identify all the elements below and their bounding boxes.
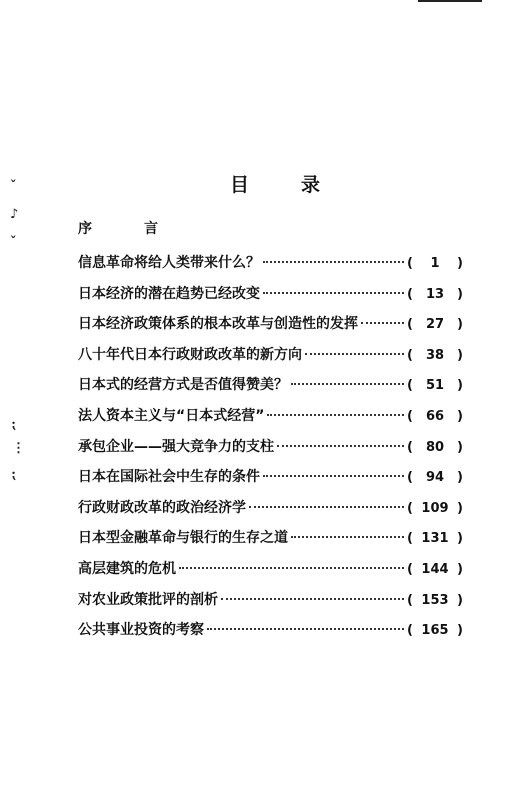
toc-page-number: 1: [430, 256, 440, 271]
toc-entry[interactable]: [78, 340, 463, 371]
margin-mark: ⁏: [12, 417, 17, 432]
paren-open: (: [407, 561, 413, 577]
toc-entry-title: 行政财政改革的政治经济学: [78, 499, 246, 516]
paren-open: (: [407, 500, 413, 516]
margin-mark: ⁏: [12, 467, 17, 482]
title-char: 目: [230, 174, 250, 196]
paren-open: (: [407, 256, 413, 271]
toc-entry[interactable]: [78, 401, 463, 432]
paren-open: (: [407, 439, 413, 455]
paren-close: ): [457, 439, 463, 455]
paren-close: ): [457, 347, 463, 363]
toc-page-ref: [407, 310, 463, 341]
paren-open: (: [407, 317, 413, 333]
dot-leader: [277, 445, 404, 447]
toc-entry-title: 对农业政策批评的剖析: [78, 591, 218, 608]
toc-page-ref: [407, 616, 463, 647]
toc-page-ref: [407, 555, 463, 586]
toc-entry[interactable]: [78, 370, 463, 401]
toc-page-number: 80: [425, 439, 445, 455]
paren-open: (: [407, 408, 413, 424]
margin-mark: ⋮: [12, 441, 25, 456]
title-char: 录: [300, 174, 320, 196]
toc-entry[interactable]: [78, 432, 463, 463]
paren-open: (: [407, 623, 413, 639]
toc-entry[interactable]: [78, 462, 463, 493]
dot-leader: [263, 261, 404, 263]
toc-entry[interactable]: [78, 523, 463, 554]
toc-page-ref: [407, 280, 463, 311]
toc-entry-title: 日本式的经营方式是否值得赞美？: [78, 377, 288, 394]
toc-entry-title: 公共事业投资的考察: [78, 622, 204, 639]
margin-mark: ˇ: [10, 179, 17, 194]
toc-entry-title: 高层建筑的危机: [78, 560, 176, 577]
dot-leader: [249, 506, 404, 508]
table-of-contents: [78, 248, 463, 646]
paren-open: (: [407, 470, 413, 486]
toc-page-number: 131: [421, 531, 449, 547]
toc-page-ref: [407, 494, 463, 525]
preface-char: 言: [144, 221, 158, 237]
paren-close: ): [457, 317, 463, 333]
toc-entry[interactable]: [78, 493, 463, 524]
dot-leader: [291, 536, 404, 538]
toc-page-ref: [407, 463, 463, 494]
dot-leader: [263, 292, 404, 294]
toc-entry-title: 八十年代日本行政财政改革的新方向: [78, 346, 302, 363]
dot-leader: [305, 353, 404, 355]
dot-leader: [207, 628, 404, 630]
toc-entry[interactable]: [78, 248, 463, 279]
paren-close: ): [457, 500, 463, 516]
toc-page-ref: [407, 341, 463, 372]
dot-leader: [221, 598, 404, 600]
toc-page-ref: [407, 371, 463, 402]
toc-page-ref: [407, 402, 463, 433]
margin-mark: ♪: [10, 207, 19, 222]
preface-char: 序: [78, 221, 92, 237]
toc-page-number: 109: [421, 500, 449, 516]
toc-page-ref: [407, 433, 463, 464]
dot-leader: [361, 322, 404, 324]
toc-entry[interactable]: [78, 615, 463, 646]
toc-entry-title: 日本经济的潜在趋势已经改变: [78, 285, 260, 302]
toc-page-ref: [407, 524, 463, 555]
page-title: [230, 170, 320, 197]
paren-open: (: [407, 378, 413, 394]
paren-close: ): [457, 408, 463, 424]
toc-entry[interactable]: [78, 309, 463, 340]
paren-open: (: [407, 347, 413, 363]
toc-page-number: 27: [425, 317, 445, 333]
dot-leader: [291, 383, 404, 385]
toc-entry[interactable]: [78, 554, 463, 585]
toc-entry-title: 日本型金融革命与银行的生存之道: [78, 530, 288, 547]
paren-close: ): [457, 470, 463, 486]
toc-page-number: 144: [421, 561, 449, 577]
preface-heading: [78, 218, 158, 238]
toc-entry-title: 信息革命将给人类带来什么？: [78, 255, 260, 271]
paren-close: ): [457, 286, 463, 302]
toc-entry-title: 法人资本主义与“日本式经营”: [78, 407, 265, 424]
dot-leader: [179, 567, 404, 569]
paren-open: (: [407, 592, 413, 608]
paren-close: ): [457, 561, 463, 577]
toc-entry[interactable]: [78, 585, 463, 616]
toc-page-ref: [407, 586, 463, 617]
toc-entry-title: 日本经济政策体系的根本改革与创造性的发挥: [78, 316, 358, 333]
paren-open: (: [407, 531, 413, 547]
dot-leader: [263, 475, 404, 477]
toc-page-number: 153: [421, 592, 449, 608]
toc-page-number: 38: [425, 347, 445, 363]
dot-leader: [267, 414, 404, 416]
toc-entry[interactable]: [78, 279, 463, 310]
toc-page-number: 66: [425, 408, 445, 424]
margin-mark: ˇ: [10, 235, 17, 250]
paren-close: ): [457, 256, 463, 271]
toc-page-number: 165: [421, 623, 449, 639]
toc-page-ref: [407, 249, 463, 280]
paren-close: ): [457, 378, 463, 394]
toc-page-number: 94: [425, 470, 445, 486]
toc-entry-title: 日本在国际社会中生存的条件: [78, 469, 260, 486]
paren-close: ): [457, 623, 463, 639]
top-edge-rule: [418, 0, 482, 2]
paren-open: (: [407, 286, 413, 302]
toc-entry-title: 承包企业——强大竞争力的支柱: [78, 438, 274, 455]
paren-close: ): [457, 531, 463, 547]
toc-page-number: 13: [425, 286, 445, 302]
toc-page-number: 51: [425, 378, 445, 394]
paren-close: ): [457, 592, 463, 608]
